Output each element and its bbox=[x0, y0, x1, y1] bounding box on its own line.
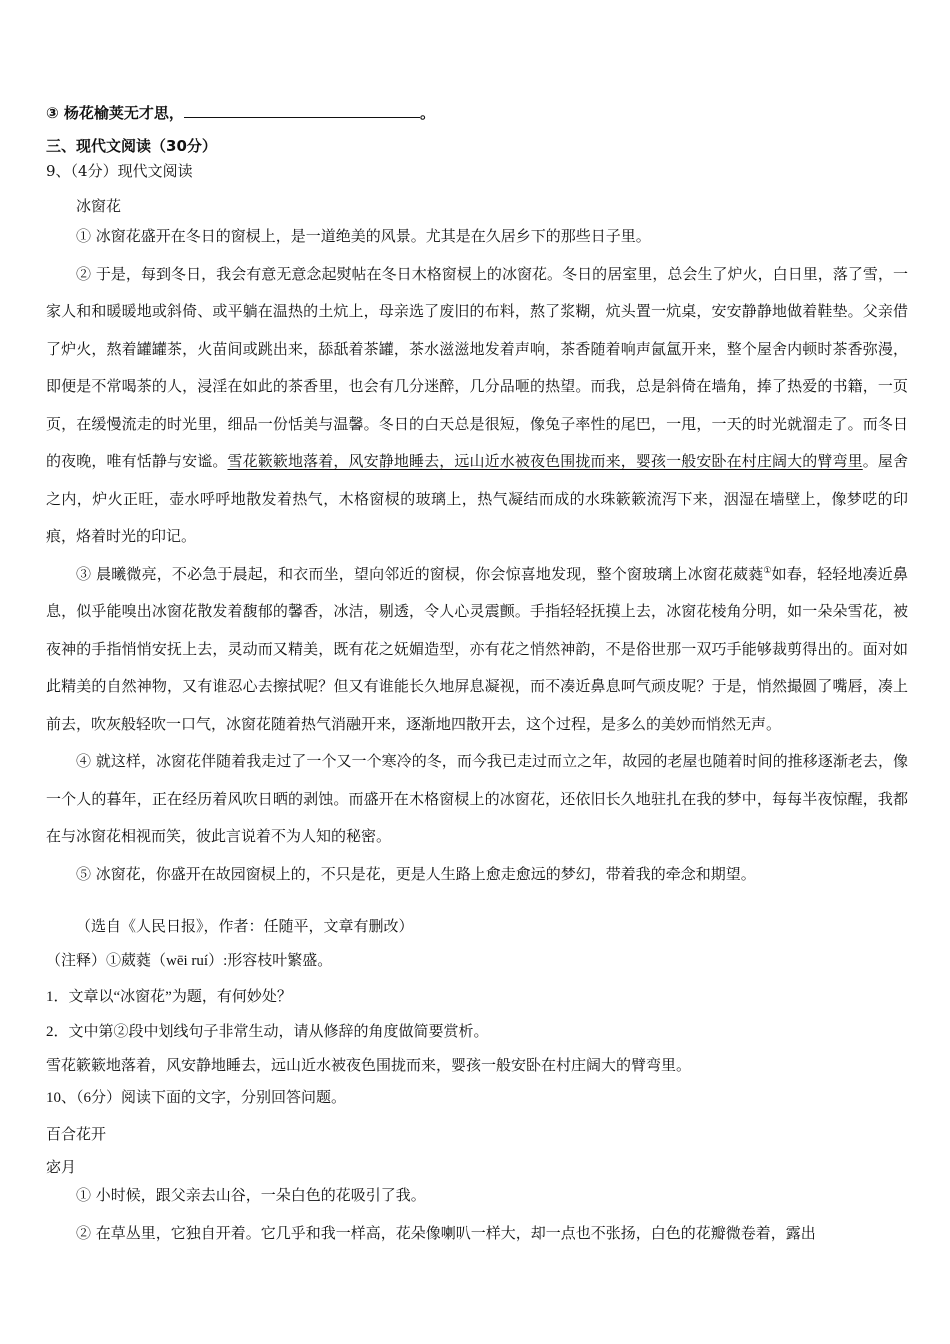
paragraph-4: ④ 就这样，冰窗花伴随着我走过了一个又一个寒冷的冬，而今我已走过而立之年，故园的老屋也随着时间的推移逐渐老去，像一个人的暮年，正在经历着风吹日晒的剥蚀。而盛开在木格窗棂上的冰窗花，还依旧长久地驻扎在我的梦中，每每半夜惊醒，我都在与冰窗花相视而笑，彼此言说着不为人知的秘密。 bbox=[46, 752, 908, 845]
paragraph-2-text-b: 。屋舍之内，炉火正旺，壶水呼呼地散发着热气，木格窗棂的玻璃上，热气凝结而成的水珠簌簌流泻下来，洇湿在墙壁上，像梦呓的印痕，烙着时光的印记。 bbox=[46, 452, 908, 545]
section-heading: 三、现代文阅读（30分） bbox=[46, 137, 217, 155]
paragraph-1: ① 冰窗花盛开在冬日的窗棂上，是一道绝美的风景。尤其是在久居乡下的那些日子里。 bbox=[76, 227, 651, 245]
underlined-sentence: 雪花簌簌地落着，风安静地睡去，远山近水被夜色围拢而来，婴孩一般安卧在村庄阔大的臂弯里 bbox=[227, 452, 863, 470]
answer-blank[interactable] bbox=[184, 103, 420, 118]
paragraph-2-text-a: ② 于是，每到冬日，我会有意无意念起熨帖在冬日木格窗棂上的冰窗花。冬日的居室里，总会生了炉火，白日里，落了雪，一家人和和暖暖地或斜倚、或平躺在温热的土炕上，母亲选了废旧的布料，熬了浆糊，炕头置一炕桌，安安静静地做着鞋垫。父亲借了炉火，熬着罐罐茶，火苗间或跳出来，舔舐着茶罐，茶水滋滋地发着声响，茶香随着响声氤氲开来，整个屋舍内顿时茶香弥漫，即便是不常喝茶的人，浸淫在如此的茶香里，也会有几分迷醉，几分品咂的热望。而我，总是斜倚在墙角，捧了热爱的书籍，一页页，在缓慢流走的时光里，细品一份恬美与温馨。冬日的白天总是很短，像兔子率性的尾巴，一甩，一天的时光就溜走了。而冬日的夜晚，唯有恬静与安谧。 bbox=[46, 264, 908, 470]
footnote-marker: ① bbox=[763, 565, 772, 576]
fill-blank-prefix: ③ 杨花榆荚无才思， bbox=[46, 104, 184, 122]
article-2-title: 百合花开 bbox=[46, 1125, 107, 1143]
article-body bbox=[46, 218, 908, 893]
footnote: （注释）①葳蕤（wēi ruí）:形容枝叶繁盛。 bbox=[46, 953, 333, 969]
article-title: 冰窗花 bbox=[76, 197, 122, 215]
article-2-paragraph-1: ① 小时候，跟父亲去山谷，一朵白色的花吸引了我。 bbox=[76, 1186, 426, 1204]
paragraph-2 bbox=[46, 256, 908, 556]
fill-blank-line bbox=[46, 103, 435, 123]
paragraph-3 bbox=[46, 556, 908, 744]
article-2-body bbox=[46, 1177, 908, 1252]
fill-blank-suffix: 。 bbox=[419, 104, 435, 122]
article-source: （选自《人民日报》，作者：任随平，文章有删改） bbox=[76, 917, 414, 935]
paragraph-5: ⑤ 冰窗花，你盛开在故园窗棂上的，不只是花，更是人生路上愈走愈远的梦幻，带着我的牵念和期望。 bbox=[76, 864, 756, 883]
question-9-1: 1．文章以“冰窗花”为题，有何妙处？ bbox=[46, 989, 292, 1005]
question-9-header: 9、（4分）现代文阅读 bbox=[46, 162, 193, 180]
question-10-header: 10、（6分）阅读下面的文字，分别回答问题。 bbox=[46, 1090, 347, 1106]
paragraph-3-text-a: ③ 晨曦微亮，不必急于晨起，和衣而坐，望向邻近的窗棂，你会惊喜地发现，整个窗玻璃上冰窗花葳蕤 bbox=[76, 564, 764, 583]
paragraph-3-text-b: 如春，轻轻地凑近鼻息，似乎能嗅出冰窗花散发着馥郁的馨香，冰洁，剔透，令人心灵震颤。手指轻轻抚摸上去，冰窗花棱角分明，如一朵朵雪花，被夜神的手指悄悄安抚上去，灵动而又精美，既有花之妩媚造型，亦有花之悄然神韵，不是俗世那一双巧手能够裁剪得出的。面对如此精美的自然神物，又有谁忍心去擦拭呢？但又有谁能长久地屏息凝视，而不凑近鼻息呵气顽皮呢？于是，悄然撮圆了嘴唇，凑上前去，吹灰般轻吹一口气，冰窗花随着热气消融开来，逐渐地四散开去，这个过程，是多么的美妙而悄然无声。 bbox=[46, 564, 908, 733]
article-2-paragraph-2: ② 在草丛里，它独自开着。它几乎和我一样高，花朵像喇叭一样大，却一点也不张扬，白色的花瓣微卷着，露出 bbox=[76, 1223, 816, 1242]
article-2-author: 宓月 bbox=[46, 1158, 77, 1176]
quoted-sentence: 雪花簌簌地落着，风安静地睡去，远山近水被夜色围拢而来，婴孩一般安卧在村庄阔大的臂弯里。 bbox=[46, 1058, 692, 1074]
question-9-2: 2．文中第②段中划线句子非常生动，请从修辞的角度做简要赏析。 bbox=[46, 1024, 489, 1040]
